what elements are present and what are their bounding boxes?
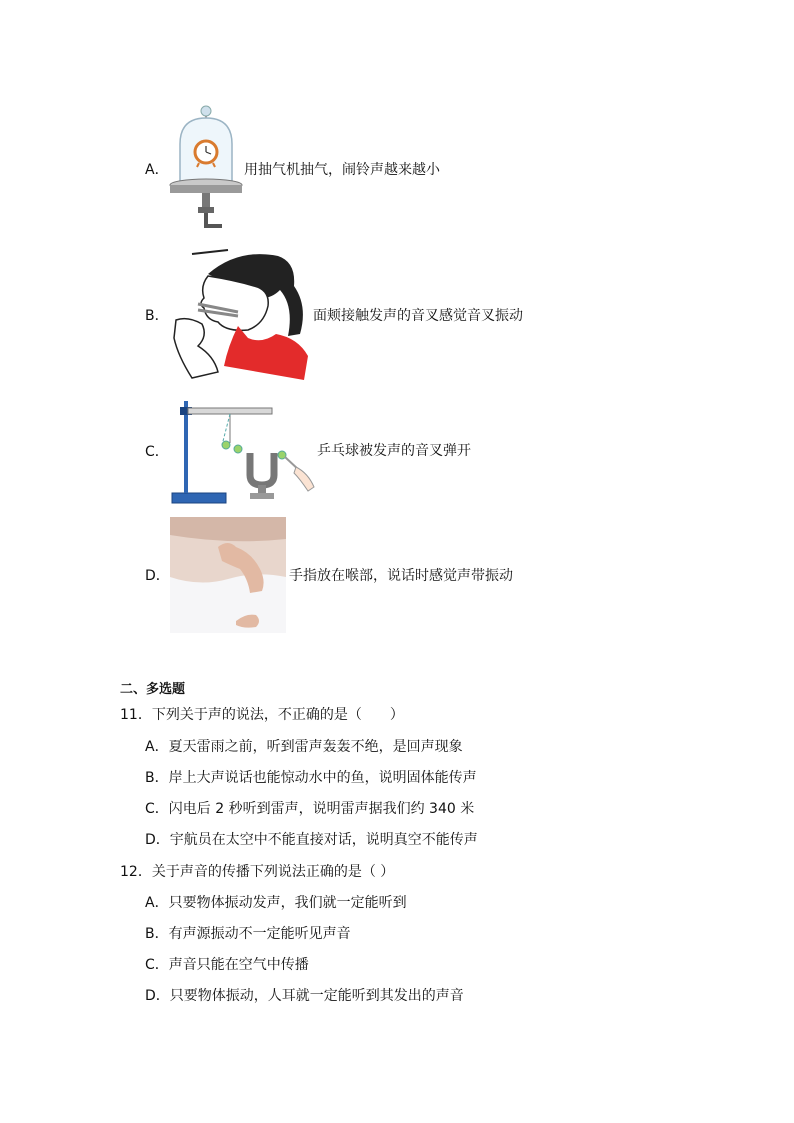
option-c-letter: C．	[145, 444, 169, 460]
question-12-option-b: B．有声源振动不一定能听见声音	[145, 926, 351, 942]
pingpong-tuning-fork-figure	[170, 393, 316, 505]
question-11-option-a: A．夏天雷雨之前，听到雷声轰轰不绝，是回声现象	[145, 739, 463, 755]
option-c-text: 乒乓球被发声的音叉弹开	[317, 443, 471, 459]
question-11-option-d: D．宇航员在太空中不能直接对话，说明真空不能传声	[145, 832, 478, 848]
option-d-text: 手指放在喉部，说话时感觉声带振动	[289, 568, 513, 584]
throat-photo-figure	[170, 517, 286, 633]
question-12-option-c: C．声音只能在空气中传播	[145, 957, 309, 973]
question-11-option-c: C．闪电后 2 秒听到雷声，说明雷声据我们约 340 米	[145, 801, 475, 817]
option-b-text: 面颊接触发声的音叉感觉音叉振动	[313, 308, 523, 324]
question-11-option-b: B．岸上大声说话也能惊动水中的鱼，说明固体能传声	[145, 770, 477, 786]
option-a-letter: A．	[145, 162, 169, 178]
section-title: 二、多选题	[120, 682, 186, 697]
question-11-stem: 11．下列关于声的说法，不正确的是（ ）	[120, 707, 404, 723]
question-12-option-d: D．只要物体振动，人耳就一定能听到其发出的声音	[145, 988, 464, 1004]
girl-tuning-fork-figure	[168, 246, 308, 380]
option-a-text: 用抽气机抽气，闹铃声越来越小	[244, 162, 440, 178]
question-12-stem: 12．关于声音的传播下列说法正确的是（ ）	[120, 864, 395, 880]
bell-jar-figure	[168, 104, 244, 230]
option-d-letter: D．	[145, 568, 170, 584]
question-12-option-a: A．只要物体振动发声，我们就一定能听到	[145, 895, 407, 911]
option-b-letter: B．	[145, 308, 169, 324]
